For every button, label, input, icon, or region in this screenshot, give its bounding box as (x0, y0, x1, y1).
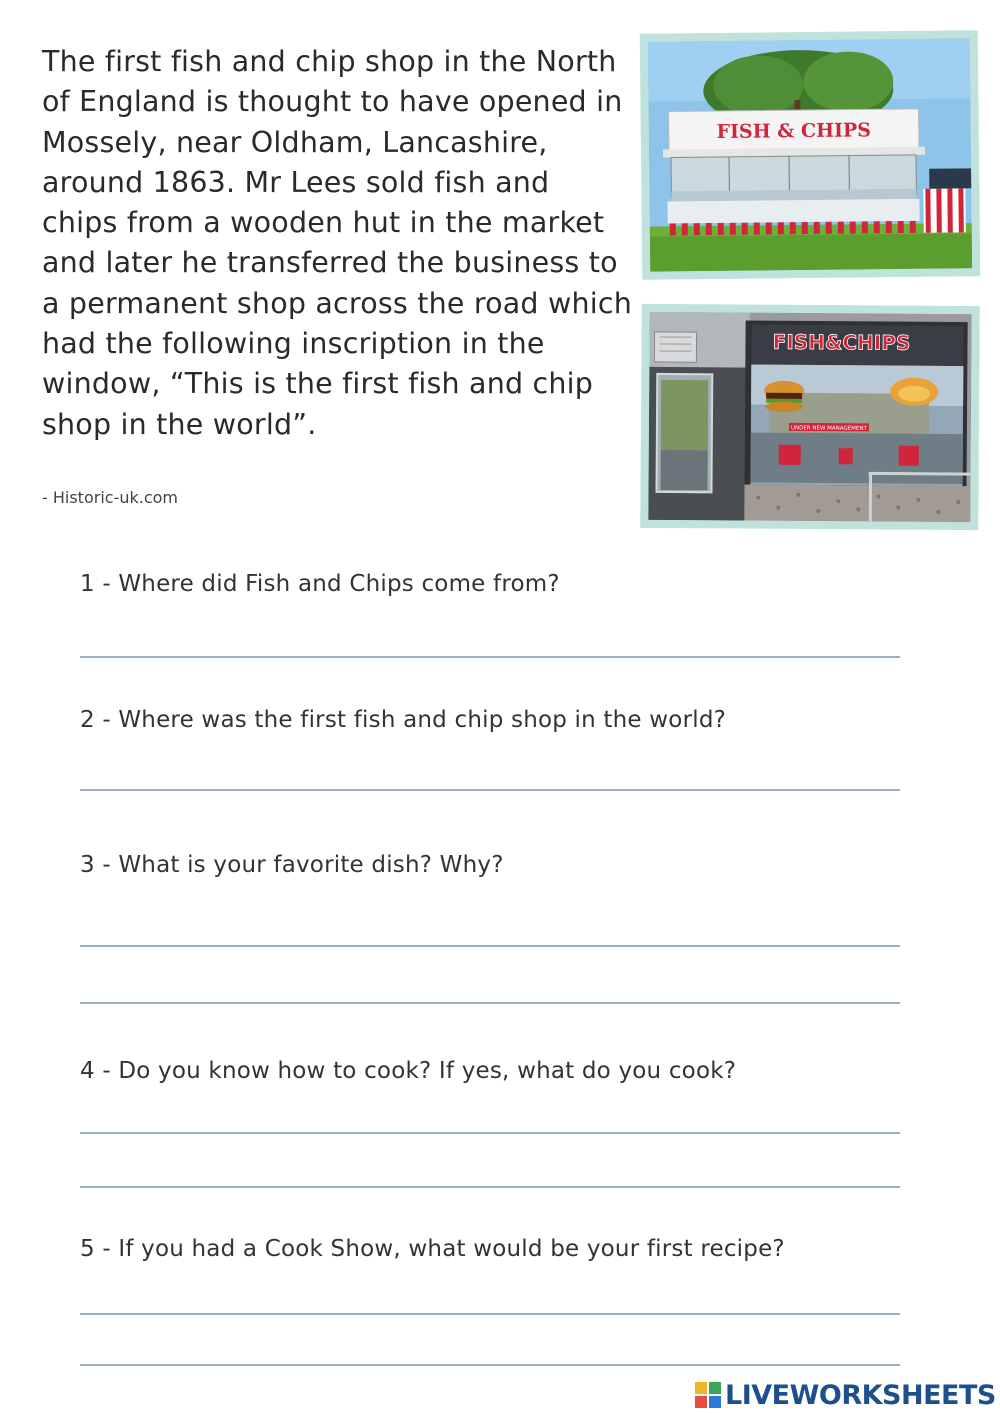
answer-line-3a[interactable] (80, 945, 900, 947)
answer-line-5b[interactable] (80, 1364, 900, 1366)
intro-text: The first fish and chip shop in the North of England is thought to have opened in Mossely, near Oldham, Lancashire, around 1863. Mr Lees sold fish and chips from a wooden hut in the market and later he transferred the business to a permanent shop across the road which had the following inscription in the window, “This is the first fish and chip shop in the world”. (42, 45, 632, 441)
answer-line-1[interactable] (80, 656, 900, 658)
question-4: 4 - Do you know how to cook? If yes, what do you cook? (80, 1058, 737, 1084)
trailer-illustration (648, 38, 972, 271)
question-3: 3 - What is your favorite dish? Why? (80, 852, 504, 878)
photo-fish-chips-shop (640, 304, 980, 530)
answer-line-3b[interactable] (80, 1002, 900, 1004)
trailer-sign-text: FISH & CHIPS (716, 119, 872, 143)
question-2: 2 - Where was the first fish and chip shop in the world? (80, 707, 727, 733)
question-1: 1 - Where did Fish and Chips come from? (80, 571, 560, 597)
shop-sign-text: FISH&CHIPS (772, 329, 911, 355)
answer-line-5a[interactable] (80, 1313, 900, 1315)
shop-illustration (648, 312, 971, 522)
answer-line-4b[interactable] (80, 1186, 900, 1188)
photo-fish-chips-trailer (640, 30, 981, 280)
shop-banner-text: UNDER NEW MANAGEMENT (790, 425, 867, 432)
question-5: 5 - If you had a Cook Show, what would be your first recipe? (80, 1236, 785, 1262)
logo-blocks-icon (695, 1382, 721, 1408)
answer-line-2[interactable] (80, 789, 900, 791)
liveworksheets-logo (695, 1380, 996, 1410)
intro-passage (42, 42, 632, 445)
answer-line-4a[interactable] (80, 1132, 900, 1134)
logo-text: LIVEWORKSHEETS (725, 1379, 996, 1411)
source-citation: - Historic-uk.com (42, 488, 178, 507)
